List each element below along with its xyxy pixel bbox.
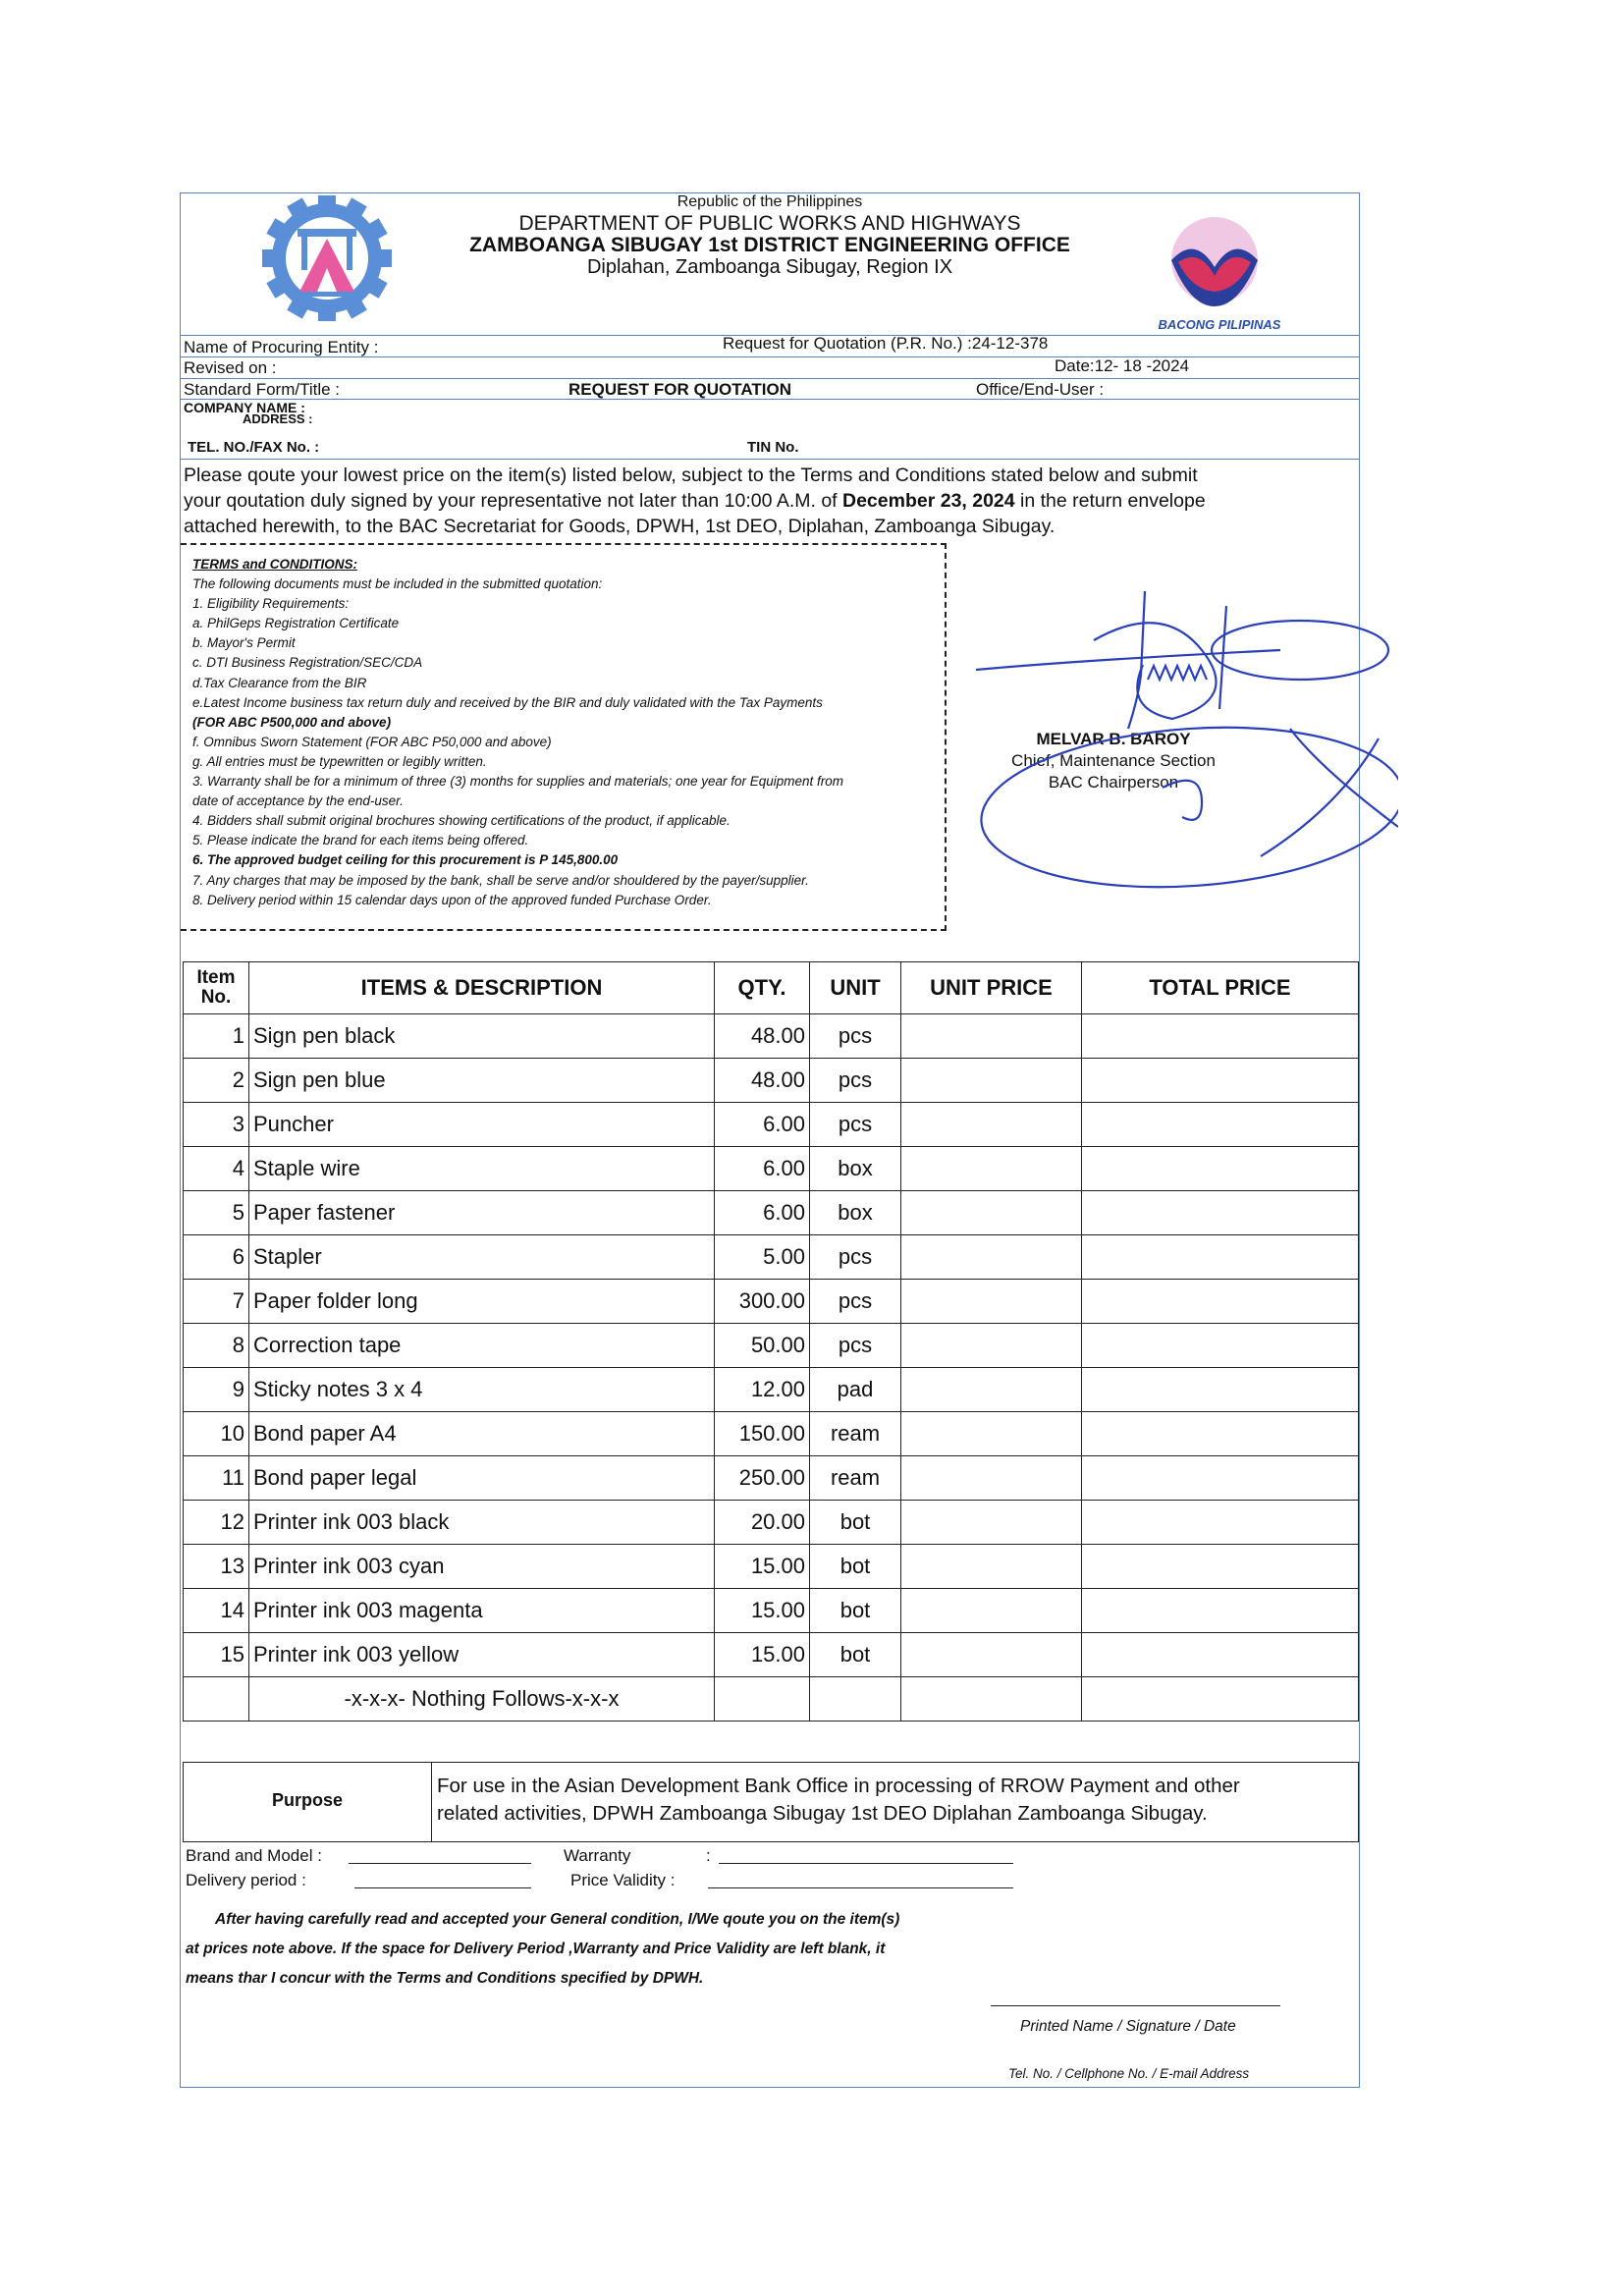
signatory-name: MELVAR B. BAROY	[1036, 730, 1191, 748]
table-row: 6 Stapler 5.00 pcs	[184, 1235, 1359, 1280]
total-price-cell[interactable]	[1082, 1589, 1359, 1633]
location-text: Diplahan, Zamboanga Sibugay, Region IX	[586, 256, 953, 278]
total-price-cell[interactable]	[1082, 1280, 1359, 1324]
header-total-price: TOTAL PRICE	[1082, 962, 1359, 1014]
total-price-cell[interactable]	[1082, 1235, 1359, 1280]
purpose-label: Purpose	[271, 1790, 344, 1810]
unit-price-cell[interactable]	[901, 1235, 1082, 1280]
unit-price-cell[interactable]	[901, 1014, 1082, 1059]
table-row: 1 Sign pen black 48.00 pcs	[184, 1014, 1359, 1059]
unit-price-cell[interactable]	[901, 1501, 1082, 1545]
table-row: 9 Sticky notes 3 x 4 12.00 pad	[184, 1368, 1359, 1412]
address-label: ADDRESS :	[243, 413, 313, 424]
unit-price-cell[interactable]	[901, 1545, 1082, 1589]
total-price-cell[interactable]	[1082, 1014, 1359, 1059]
terms-title: TERMS and CONDITIONS:	[192, 557, 357, 572]
total-price-cell[interactable]	[1082, 1456, 1359, 1501]
total-price-cell[interactable]	[1082, 1501, 1359, 1545]
header-description: ITEMS & DESCRIPTION	[249, 962, 715, 1014]
signatory-title: Chief, Maintenance Section	[1011, 751, 1216, 770]
date-text: Date:12- 18 -2024	[1055, 356, 1190, 375]
total-price-cell[interactable]	[1082, 1324, 1359, 1368]
tel-fax-label: TEL. NO./FAX No. :	[188, 439, 320, 456]
office-end-user-label: Office/End-User :	[976, 380, 1105, 399]
revised-on-label: Revised on :	[184, 358, 277, 377]
total-price-cell[interactable]	[1082, 1147, 1359, 1191]
table-row: 14 Printer ink 003 magenta 15.00 bot	[184, 1589, 1359, 1633]
brand-model-field[interactable]	[349, 1863, 531, 1864]
price-validity-field[interactable]	[708, 1887, 1013, 1888]
header-item-no: Item No.	[184, 962, 249, 1014]
unit-price-cell[interactable]	[901, 1147, 1082, 1191]
purpose-text: For use in the Asian Development Bank Office in processing of RROW Payment and other related activities, DPWH Zamboanga Sibugay 1st DEO Diplahan Zamboanga Sibugay.	[437, 1775, 1240, 1825]
delivery-period-field[interactable]	[354, 1887, 531, 1888]
tin-label: TIN No.	[747, 439, 799, 456]
signatory-role: BAC Chairperson	[1048, 773, 1179, 792]
total-price-cell[interactable]	[1082, 1103, 1359, 1147]
table-row: 13 Printer ink 003 cyan 15.00 bot	[184, 1545, 1359, 1589]
unit-price-cell[interactable]	[901, 1103, 1082, 1147]
warranty-label: Warranty	[564, 1846, 631, 1865]
signature-line[interactable]	[991, 2005, 1280, 2006]
warranty-field[interactable]	[719, 1863, 1013, 1864]
table-row: 5 Paper fastener 6.00 box	[184, 1191, 1359, 1235]
office-text: ZAMBOANGA SIBUGAY 1st DISTRICT ENGINEERING OFFICE	[469, 234, 1070, 256]
rfq-number: Request for Quotation (P.R. No.) :24-12-378	[723, 334, 1049, 353]
total-price-cell[interactable]	[1082, 1191, 1359, 1235]
delivery-period-label: Delivery period :	[186, 1871, 306, 1889]
printed-name-label: Printed Name / Signature / Date	[1020, 2018, 1236, 2035]
purpose-block	[183, 1762, 1359, 1842]
acceptance-statement: After having carefully read and accepted your General condition, I/We qoute you on the item(s) at prices note above. If the space for Delivery Period ,Warranty and Price Validity are left blank, it means thar I concur with the Terms and Conditions specified by DPWH.	[186, 1911, 900, 1987]
company-name-label: COMPANY NAME :	[184, 400, 305, 415]
header-unit-price: UNIT PRICE	[901, 962, 1082, 1014]
total-price-cell[interactable]	[1082, 1059, 1359, 1103]
header-unit: UNIT	[810, 962, 901, 1014]
quotation-form: BACONG PILIPINAS Republic of the Philippines DEPARTMENT OF PUBLIC WORKS AND HIGHWAYS ZAMBOANGA SIBUGAY 1st DISTRICT ENGINEERING OFFICE Diplahan, Zamboanga Sibugay, Region IX Name of Procuring Entity : Request for Quotation (P.R. No.) :24-12-378 Revised on : Date:12- 18 -2024 Standard Form/Title : REQUEST FOR QUOTATION Office/End-User : COMPANY NAME : ADDRESS : TEL. NO./FAX No. : TIN No. Please qoute your lowest price on the item(s) listed below, subject to the Terms and Conditions stated below and submit your qoutation duly signed by your representative not later than 10:00 A.M. of December 23, 2024 in the return envelope attached herewith, to the BAC Secretariat for Goods, DPWH, 1st DEO, Diplahan, Zamboanga Sibugay. TERMS and CONDITIONS: The following documents must be included in the submitted quotation: 1. Eligibility Requirements: a. PhilGeps Registration Certificate b. Mayor's Permit c. DTI Business Registration/SEC/CDA d.Tax Clearance from the BIR e.Latest Income business tax return duly and received by the BIR and duly validated with the Tax Payments (FOR ABC P500,000 and above) f. Omnibus Sworn Statement (FOR ABC P50,000 and above) g. All entries must be typewritten or legibly written. 3. Warranty shall be for a minimum of three (3) months for supplies and materials; one year for Equipment from date of acceptance by the end-user. 4. Bidders shall submit original brochures showing certifications of the product, if applicable. 5. Please indicate the brand for each items being offered. 6. The approved budget ceiling for this procurement is P 145,800.00 7. Any charges that may be imposed by the bank, shall be serve and/or shouldered by the payer/supplier. 8. Delivery period within 15 calendar days upon of the approved funded Purchase Order. MELVAR B. BAROY Chief, Maintenance Section BAC Chairperson Item No. ITEMS & DESCRIPTION QTY. UNIT UNIT PRICE TOTAL PRICE 1 Sign pen black 48.00 pcs 2 Sign pen blue 48.00 pcs 3 Puncher 6.00 pcs 4 Staple wire 6.00 box 5 Paper fastener 6.00 box 6 Stapler 5.00 pcs 7 Paper folder long 300.00 pcs 8 Correction tape 50.00 pcs 9 Sticky notes 3 x 4 12.00 pad 10 Bond paper A4 150.00 ream 11 Bond paper legal 250.00 ream 12 Printer ink 003 black 20.00 bot 13 Printer ink 003 cyan 15.00 bot 14 Printer ink 003 magenta 15.00 bot 15 Printer ink 003 yellow 15.00 bot -x-x-x- Nothing Follows-x-x-x Purpose For use in the Asian Development Bank Office in processing of RROW Payment and other related activities, DPWH Zamboanga Sibugay 1st DEO Diplahan Zamboanga Sibugay. Brand and Model : Warranty : Delivery period : Price Validity : After having carefully read and accepted your General condition, I/We qoute you on the item(s) at prices note above. If the space for Delivery Period ,Warranty and Price Validity are left blank, it means thar I concur with the Terms and Conditions specified by DPWH. Printed Name / Signature / Date Tel. No. / Cellphone No. / E-mail Address	[180, 192, 1360, 2088]
unit-price-cell[interactable]	[901, 1191, 1082, 1235]
table-row: 15 Printer ink 003 yellow 15.00 bot	[184, 1633, 1359, 1677]
bagong-pilipinas-text: BACONG PILIPINAS	[1158, 317, 1281, 332]
handwritten-signature-icon	[966, 581, 1398, 905]
header-qty: QTY.	[715, 962, 810, 1014]
republic-text: Republic of the Philippines	[677, 193, 863, 210]
unit-price-cell[interactable]	[901, 1324, 1082, 1368]
brand-model-label: Brand and Model :	[186, 1846, 322, 1865]
department-text: DEPARTMENT OF PUBLIC WORKS AND HIGHWAYS	[518, 212, 1021, 235]
nothing-follows-text: -x-x-x- Nothing Follows-x-x-x	[249, 1677, 715, 1722]
terms-and-conditions: TERMS and CONDITIONS: The following documents must be included in the submitted quotation: 1. Eligibility Requirements: a. PhilGeps Registration Certificate b. Mayor's Permit c. DTI Business Registration/SEC/CDA d.Tax Clearance from the BIR e.Latest Income business tax return duly and received by the BIR and duly validated with the Tax Payments (FOR ABC P500,000 and above) f. Omnibus Sworn Statement (FOR ABC P50,000 and above) g. All entries must be typewritten or legibly written. 3. Warranty shall be for a minimum of three (3) months for supplies and materials; one year for Equipment from date of acceptance by the end-user. 4. Bidders shall submit original brochures showing certifications of the product, if applicable. 5. Please indicate the brand for each items being offered. 6. The approved budget ceiling for this procurement is P 145,800.00 7. Any charges that may be imposed by the bank, shall be serve and/or shouldered by the payer/supplier. 8. Delivery period within 15 calendar days upon of the approved funded Purchase Order.	[181, 543, 947, 931]
intro-paragraph: Please qoute your lowest price on the item(s) listed below, subject to the Terms and Conditions stated below and submit your qoutation duly signed by your representative not later than 10:00 A.M. of December 23, 2024 in the return envelope attached herewith, to the BAC Secretariat for Goods, DPWH, 1st DEO, Diplahan, Zamboanga Sibugay.	[184, 465, 1206, 537]
unit-price-cell[interactable]	[901, 1412, 1082, 1456]
procuring-entity-label: Name of Procuring Entity :	[184, 338, 379, 356]
table-row: 8 Correction tape 50.00 pcs	[184, 1324, 1359, 1368]
table-row: 4 Staple wire 6.00 box	[184, 1147, 1359, 1191]
table-row: 11 Bond paper legal 250.00 ream	[184, 1456, 1359, 1501]
form-title: REQUEST FOR QUOTATION	[568, 380, 791, 399]
table-row: 3 Puncher 6.00 pcs	[184, 1103, 1359, 1147]
total-price-cell[interactable]	[1082, 1412, 1359, 1456]
unit-price-cell[interactable]	[901, 1456, 1082, 1501]
unit-price-cell[interactable]	[901, 1633, 1082, 1677]
table-header-row	[184, 962, 1359, 1014]
total-price-cell[interactable]	[1082, 1545, 1359, 1589]
unit-price-cell[interactable]	[901, 1059, 1082, 1103]
price-validity-label: Price Validity :	[570, 1871, 676, 1889]
standard-form-label: Standard Form/Title :	[184, 380, 341, 399]
table-row: 2 Sign pen blue 48.00 pcs	[184, 1059, 1359, 1103]
contact-label: Tel. No. / Cellphone No. / E-mail Address	[1008, 2066, 1250, 2081]
items-table	[183, 961, 1359, 1722]
total-price-cell[interactable]	[1082, 1368, 1359, 1412]
table-row: 7 Paper folder long 300.00 pcs	[184, 1280, 1359, 1324]
unit-price-cell[interactable]	[901, 1280, 1082, 1324]
table-row: 10 Bond paper A4 150.00 ream	[184, 1412, 1359, 1456]
nothing-follows-row	[184, 1677, 1359, 1722]
unit-price-cell[interactable]	[901, 1589, 1082, 1633]
total-price-cell[interactable]	[1082, 1633, 1359, 1677]
table-row: 12 Printer ink 003 black 20.00 bot	[184, 1501, 1359, 1545]
unit-price-cell[interactable]	[901, 1368, 1082, 1412]
